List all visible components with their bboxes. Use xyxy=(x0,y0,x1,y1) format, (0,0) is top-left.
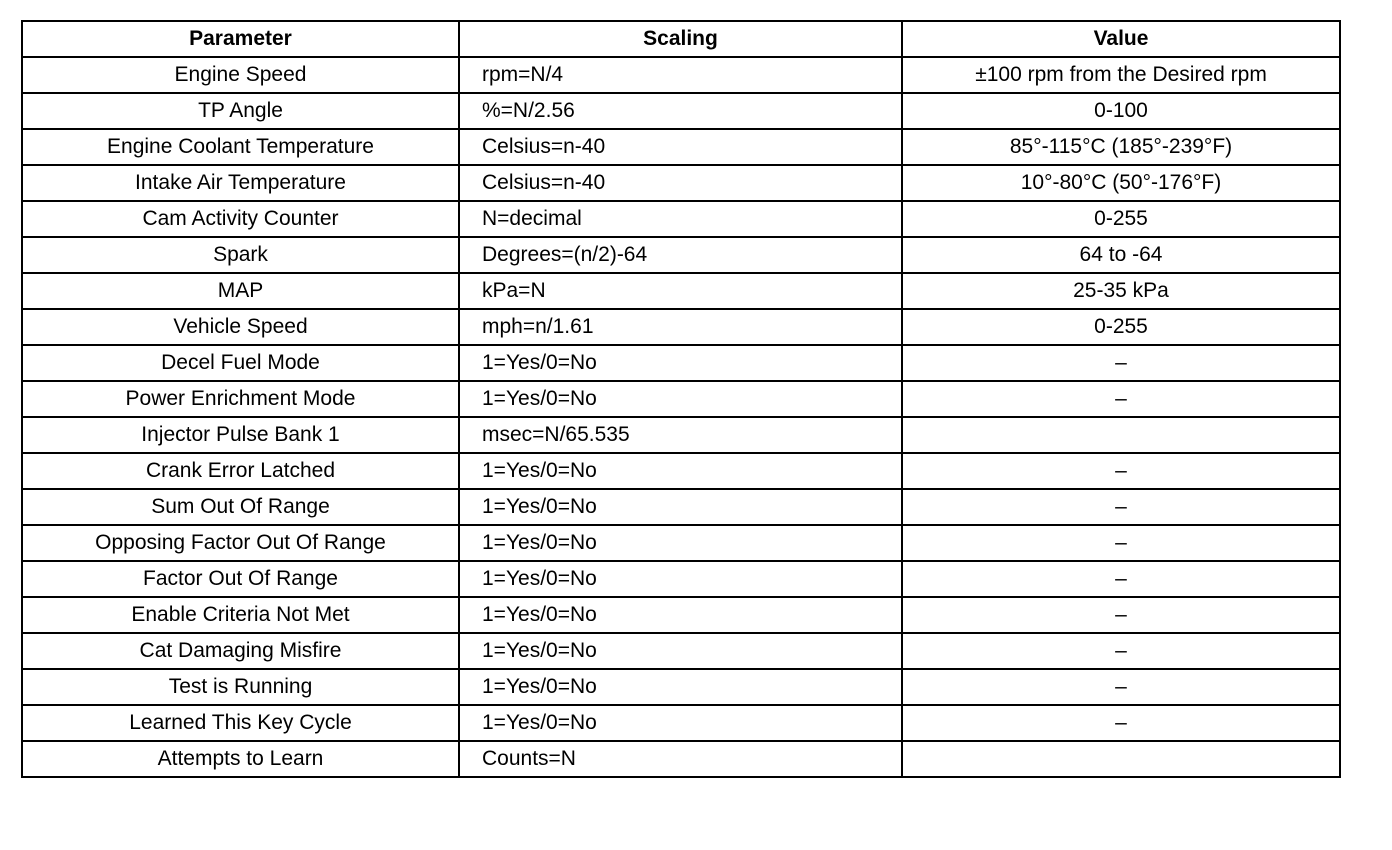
table-row xyxy=(22,669,1340,705)
value-cell: – xyxy=(902,489,1340,525)
table-row xyxy=(22,525,1340,561)
table-body xyxy=(22,57,1340,777)
scaling-cell: 1=Yes/0=No xyxy=(459,453,902,489)
parameter-cell: Power Enrichment Mode xyxy=(22,381,459,417)
table-row xyxy=(22,201,1340,237)
value-cell: 0-100 xyxy=(902,93,1340,129)
value-cell: – xyxy=(902,453,1340,489)
parameter-cell: Factor Out Of Range xyxy=(22,561,459,597)
table-row xyxy=(22,633,1340,669)
value-cell: 0-255 xyxy=(902,309,1340,345)
scaling-cell: Celsius=n-40 xyxy=(459,129,902,165)
scaling-cell: Celsius=n-40 xyxy=(459,165,902,201)
table-row xyxy=(22,381,1340,417)
parameter-cell: Learned This Key Cycle xyxy=(22,705,459,741)
scaling-cell: mph=n/1.61 xyxy=(459,309,902,345)
value-cell: – xyxy=(902,525,1340,561)
table-row xyxy=(22,237,1340,273)
scaling-cell: 1=Yes/0=No xyxy=(459,489,902,525)
parameter-cell: Vehicle Speed xyxy=(22,309,459,345)
value-cell: – xyxy=(902,561,1340,597)
scaling-cell: rpm=N/4 xyxy=(459,57,902,93)
parameter-cell: TP Angle xyxy=(22,93,459,129)
parameter-cell: Decel Fuel Mode xyxy=(22,345,459,381)
parameter-cell: Enable Criteria Not Met xyxy=(22,597,459,633)
parameter-cell: Engine Coolant Temperature xyxy=(22,129,459,165)
scaling-cell: %=N/2.56 xyxy=(459,93,902,129)
table-row xyxy=(22,345,1340,381)
parameter-cell: Sum Out Of Range xyxy=(22,489,459,525)
table-row xyxy=(22,489,1340,525)
parameter-cell: Engine Speed xyxy=(22,57,459,93)
table-row xyxy=(22,453,1340,489)
parameter-cell: Crank Error Latched xyxy=(22,453,459,489)
table-row xyxy=(22,597,1340,633)
parameter-table-container xyxy=(21,20,1341,778)
table-row xyxy=(22,561,1340,597)
value-cell: 25-35 kPa xyxy=(902,273,1340,309)
parameter-cell: Opposing Factor Out Of Range xyxy=(22,525,459,561)
parameter-cell: MAP xyxy=(22,273,459,309)
value-cell: – xyxy=(902,597,1340,633)
scaling-cell: Counts=N xyxy=(459,741,902,777)
scaling-cell: msec=N/65.535 xyxy=(459,417,902,453)
table-row xyxy=(22,93,1340,129)
value-cell xyxy=(902,417,1340,453)
value-cell: 85°-115°C (185°-239°F) xyxy=(902,129,1340,165)
scaling-cell: kPa=N xyxy=(459,273,902,309)
table-row xyxy=(22,165,1340,201)
scaling-cell: 1=Yes/0=No xyxy=(459,633,902,669)
scaling-cell: 1=Yes/0=No xyxy=(459,345,902,381)
scaling-cell: N=decimal xyxy=(459,201,902,237)
table-row xyxy=(22,273,1340,309)
parameter-cell: Injector Pulse Bank 1 xyxy=(22,417,459,453)
scaling-cell: 1=Yes/0=No xyxy=(459,597,902,633)
value-cell: 64 to -64 xyxy=(902,237,1340,273)
header-value: Value xyxy=(902,21,1340,57)
value-cell: – xyxy=(902,381,1340,417)
header-parameter: Parameter xyxy=(22,21,459,57)
value-cell: 10°-80°C (50°-176°F) xyxy=(902,165,1340,201)
value-cell: – xyxy=(902,633,1340,669)
table-row xyxy=(22,417,1340,453)
scaling-cell: 1=Yes/0=No xyxy=(459,669,902,705)
table-row xyxy=(22,129,1340,165)
table-row xyxy=(22,705,1340,741)
header-scaling: Scaling xyxy=(459,21,902,57)
scaling-cell: 1=Yes/0=No xyxy=(459,381,902,417)
parameter-cell: Cam Activity Counter xyxy=(22,201,459,237)
table-row xyxy=(22,57,1340,93)
table-header-row xyxy=(22,21,1340,57)
scaling-cell: 1=Yes/0=No xyxy=(459,525,902,561)
value-cell: 0-255 xyxy=(902,201,1340,237)
parameter-cell: Spark xyxy=(22,237,459,273)
parameter-table xyxy=(21,20,1341,778)
parameter-cell: Attempts to Learn xyxy=(22,741,459,777)
parameter-cell: Intake Air Temperature xyxy=(22,165,459,201)
value-cell: ±100 rpm from the Desired rpm xyxy=(902,57,1340,93)
parameter-cell: Cat Damaging Misfire xyxy=(22,633,459,669)
value-cell: – xyxy=(902,705,1340,741)
table-row xyxy=(22,741,1340,777)
scaling-cell: 1=Yes/0=No xyxy=(459,561,902,597)
scaling-cell: 1=Yes/0=No xyxy=(459,705,902,741)
parameter-cell: Test is Running xyxy=(22,669,459,705)
scaling-cell: Degrees=(n/2)-64 xyxy=(459,237,902,273)
value-cell: – xyxy=(902,669,1340,705)
value-cell xyxy=(902,741,1340,777)
value-cell: – xyxy=(902,345,1340,381)
table-row xyxy=(22,309,1340,345)
